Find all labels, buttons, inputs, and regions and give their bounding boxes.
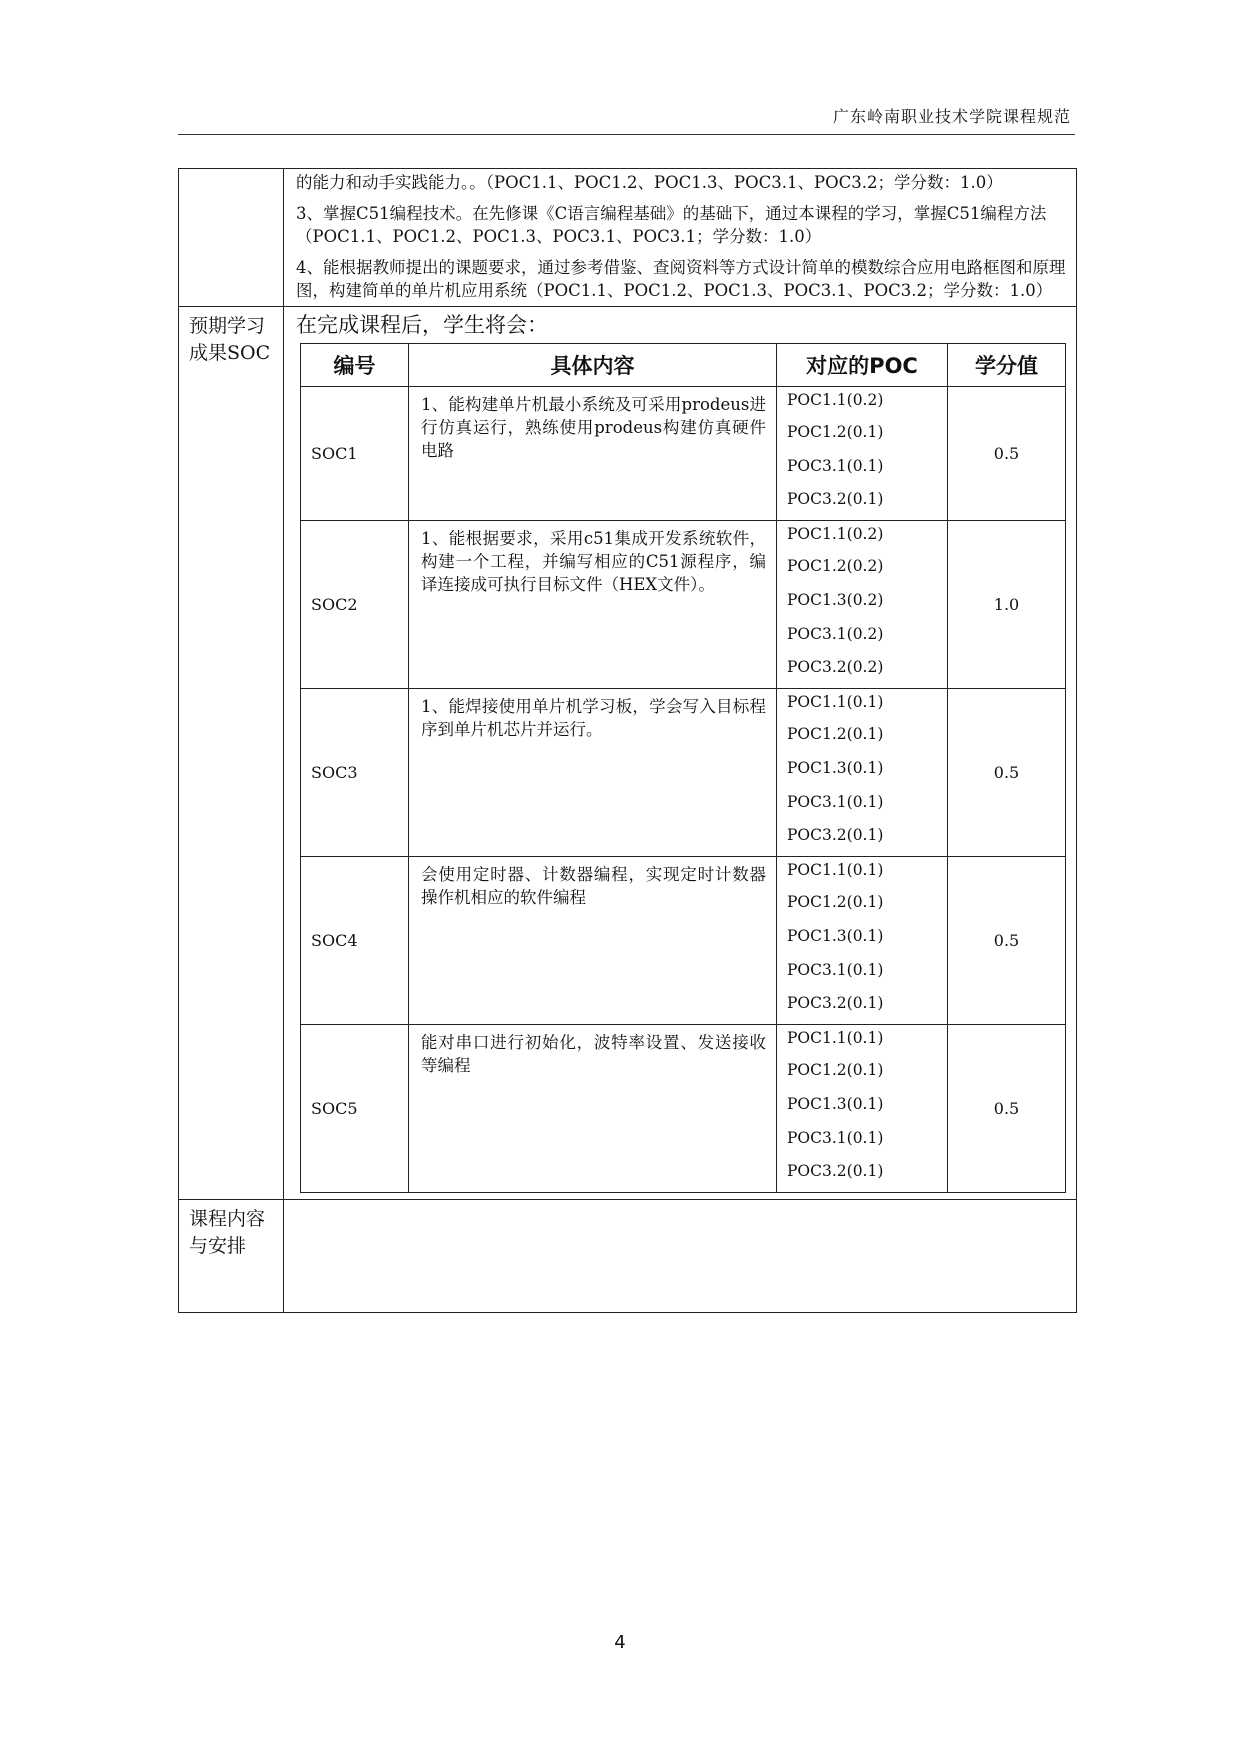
course-spec-table: [178, 168, 1077, 1313]
table-row: [301, 1025, 1066, 1193]
soc-table: [300, 343, 1066, 1193]
poc-item: POC1.3(0.1): [787, 758, 884, 777]
poc-item: POC3.2(0.2): [787, 658, 884, 677]
soc-poc-list: [777, 387, 948, 521]
soc-code: SOC1: [301, 387, 409, 521]
soc-poc-list: [777, 1025, 948, 1193]
poc-item: POC3.1(0.1): [787, 1128, 884, 1147]
poc-item: POC1.3(0.2): [787, 590, 884, 609]
poc-item: POC3.1(0.2): [787, 624, 884, 643]
poc-item: POC3.2(0.1): [787, 826, 884, 845]
poc-item: POC1.1(0.1): [787, 861, 884, 880]
soc-credit: 1.0: [948, 521, 1066, 689]
course-content-label: 课程内容与安排: [179, 1200, 284, 1312]
soc-code: SOC5: [301, 1025, 409, 1193]
objectives-row: [179, 169, 1076, 307]
objective-paragraph: 4、能根据教师提出的课题要求，通过参考借鉴、查阅资料等方式设计简单的模数综合应用电路框图和原理图，构建简单的单片机应用系统（POC1.1、POC1.2、POC1.3、POC3.1、POC3.2；学分数：1.0）: [296, 258, 1066, 300]
course-content-row: [179, 1200, 1076, 1312]
poc-item: POC3.1(0.1): [787, 960, 884, 979]
table-row: [301, 387, 1066, 521]
course-content-body: [284, 1200, 1076, 1312]
poc-item: POC1.3(0.1): [787, 926, 884, 945]
page-header: [178, 100, 1075, 135]
header-credit: 学分值: [948, 344, 1066, 387]
poc-item: POC3.2(0.1): [787, 994, 884, 1013]
objectives-content: [284, 169, 1076, 306]
poc-item: POC1.1(0.2): [787, 525, 884, 544]
table-row: [301, 857, 1066, 1025]
header-content: 具体内容: [409, 344, 777, 387]
soc-credit: 0.5: [948, 387, 1066, 521]
soc-description: 1、能焊接使用单片机学习板，学会写入目标程序到单片机芯片并运行。: [409, 689, 777, 857]
soc-table-header: [301, 344, 1066, 387]
soc-poc-list: [777, 521, 948, 689]
soc-poc-list: [777, 689, 948, 857]
poc-item: POC1.3(0.1): [787, 1094, 884, 1113]
page-number: 4: [614, 1632, 626, 1653]
table-row: [301, 521, 1066, 689]
poc-item: POC1.2(0.1): [787, 725, 884, 744]
objective-paragraph: 3、掌握C51编程技术。在先修课《C语言编程基础》的基础下，通过本课程的学习，掌握C51编程方法（POC1.1、POC1.2、POC1.3、POC3.1、POC3.1；学分数：1.0）: [296, 204, 1047, 246]
soc-row: [179, 307, 1076, 1200]
poc-item: POC1.2(0.1): [787, 893, 884, 912]
header-poc: 对应的POC: [777, 344, 948, 387]
header-code: 编号: [301, 344, 409, 387]
objective-paragraph: 的能力和动手实践能力。。（POC1.1、POC1.2、POC1.3、POC3.1、POC3.2；学分数：1.0）: [296, 173, 1003, 192]
soc-label: 预期学习成果SOC: [179, 307, 284, 1199]
soc-description: 能对串口进行初始化，波特率设置、发送接收等编程: [409, 1025, 777, 1193]
poc-item: POC3.1(0.1): [787, 456, 884, 475]
poc-item: POC3.1(0.1): [787, 792, 884, 811]
soc-intro: 在完成课程后，学生将会：: [296, 313, 548, 337]
soc-credit: 0.5: [948, 1025, 1066, 1193]
poc-item: POC1.1(0.2): [787, 391, 884, 410]
soc-description: 1、能构建单片机最小系统及可采用prodeus进行仿真运行，熟练使用prodeus构建仿真硬件电路: [409, 387, 777, 521]
soc-description: 1、能根据要求，采用c51集成开发系统软件，构建一个工程，并编写相应的C51源程序，编译连接成可执行目标文件（HEX文件）。: [409, 521, 777, 689]
table-row: [301, 689, 1066, 857]
poc-item: POC1.1(0.1): [787, 693, 884, 712]
poc-item: POC1.2(0.1): [787, 423, 884, 442]
poc-item: POC1.2(0.1): [787, 1061, 884, 1080]
soc-credit: 0.5: [948, 689, 1066, 857]
objectives-label-cell: [179, 169, 284, 306]
soc-code: SOC3: [301, 689, 409, 857]
soc-description: 会使用定时器、计数器编程，实现定时计数器操作机相应的软件编程: [409, 857, 777, 1025]
poc-item: POC3.2(0.1): [787, 1162, 884, 1181]
soc-code: SOC4: [301, 857, 409, 1025]
header-title: 广东岭南职业技术学院课程规范: [832, 107, 1071, 126]
poc-item: POC1.1(0.1): [787, 1029, 884, 1048]
soc-credit: 0.5: [948, 857, 1066, 1025]
soc-code: SOC2: [301, 521, 409, 689]
poc-item: POC1.2(0.2): [787, 557, 884, 576]
poc-item: POC3.2(0.1): [787, 490, 884, 509]
soc-content: [284, 307, 1076, 1199]
soc-poc-list: [777, 857, 948, 1025]
